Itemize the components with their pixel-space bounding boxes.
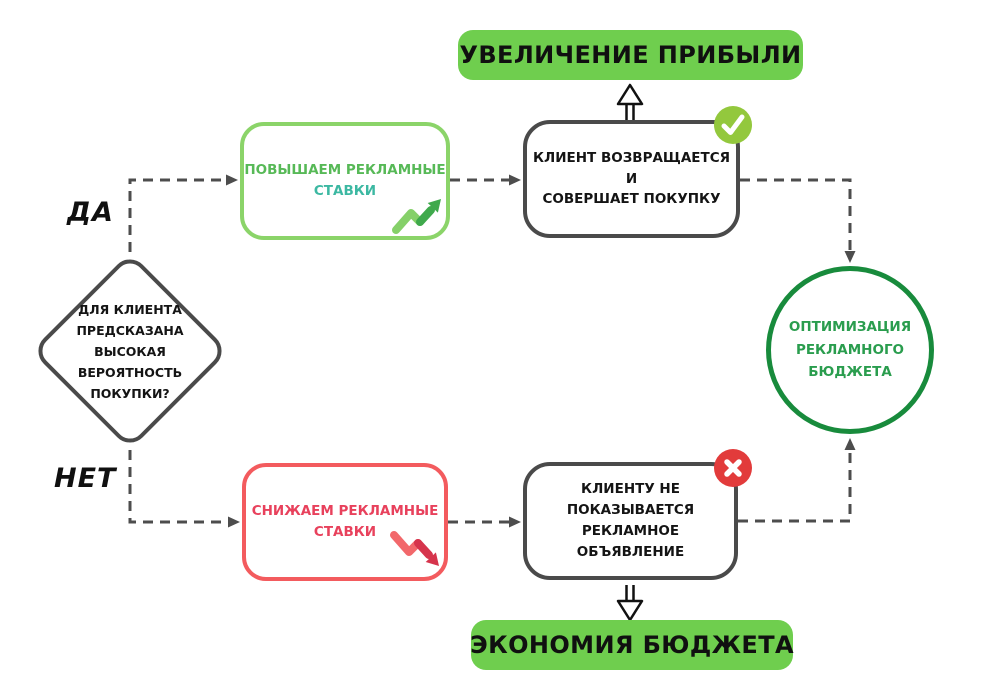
- connector-yes-branch: [130, 180, 226, 252]
- arrowhead-lower: [509, 517, 521, 528]
- trend-down-arrow-icon: [390, 529, 442, 571]
- lower-bids-line: СТАВКИ: [313, 524, 377, 540]
- node-budget-optimization: [766, 266, 934, 434]
- arrowhead-circle-bottom: [845, 438, 856, 450]
- trend-up-arrow-icon: [392, 194, 444, 236]
- arrowhead-yes: [226, 175, 238, 186]
- banner-profit-increase-label: УВЕЛИЧЕНИЕ ПРИБЫЛИ: [459, 41, 802, 69]
- no-ad-line: РЕКЛАМНОЕ ОБЪЯВЛЕНИЕ: [576, 523, 685, 560]
- optimization-line: БЮДЖЕТА: [808, 364, 892, 381]
- optimization-line: РЕКЛАМНОГО: [795, 341, 905, 358]
- check-badge: [714, 106, 752, 144]
- double-arrow-up-icon: [618, 85, 642, 120]
- raise-bids-line: ПОВЫШАЕМ РЕКЛАМНЫЕ: [244, 162, 446, 179]
- node-client-returns: [523, 120, 740, 238]
- decision-diamond-text: [55, 299, 205, 404]
- client-returns-line: СОВЕРШАЕТ ПОКУПКУ: [542, 191, 721, 208]
- connector-noad-to-circle: [738, 450, 850, 521]
- arrowhead-raise: [509, 175, 521, 186]
- decision-line: ПОКУПКИ?: [90, 386, 170, 401]
- check-icon: [714, 106, 752, 144]
- decision-line: ВЕРОЯТНОСТЬ: [77, 365, 183, 380]
- client-returns-line: КЛИЕНТ ВОЗВРАЩАЕТСЯ И: [532, 149, 731, 187]
- decision-line: ДЛЯ КЛИЕНТА: [78, 302, 182, 317]
- cross-badge: [714, 449, 752, 487]
- decision-line: ВЫСОКАЯ: [94, 344, 166, 359]
- raise-bids-line: СТАВКИ: [313, 183, 377, 199]
- arrowhead-no: [228, 517, 240, 528]
- banner-budget-savings-label: ЭКОНОМИЯ БЮДЖЕТА: [470, 631, 794, 659]
- lower-bids-line: СНИЖАЕМ РЕКЛАМНЫЕ: [251, 503, 439, 520]
- decision-line: ПРЕДСКАЗАНА: [76, 323, 184, 338]
- node-no-ad-shown: [523, 462, 738, 580]
- connector-returns-to-circle: [740, 180, 850, 251]
- branch-label-no: НЕТ: [54, 463, 117, 494]
- arrowhead-circle-top: [845, 251, 856, 263]
- optimization-line: ОПТИМИЗАЦИЯ: [788, 318, 912, 335]
- no-ad-line: ПОКАЗЫВАЕТСЯ: [566, 502, 695, 519]
- cross-icon: [714, 449, 752, 487]
- double-arrow-down-icon: [618, 585, 642, 620]
- connector-no-branch: [130, 450, 228, 522]
- banner-budget-savings: [471, 620, 793, 670]
- branch-label-yes: ДА: [67, 197, 114, 228]
- no-ad-line: КЛИЕНТУ НЕ: [581, 481, 680, 498]
- banner-profit-increase: [458, 30, 803, 80]
